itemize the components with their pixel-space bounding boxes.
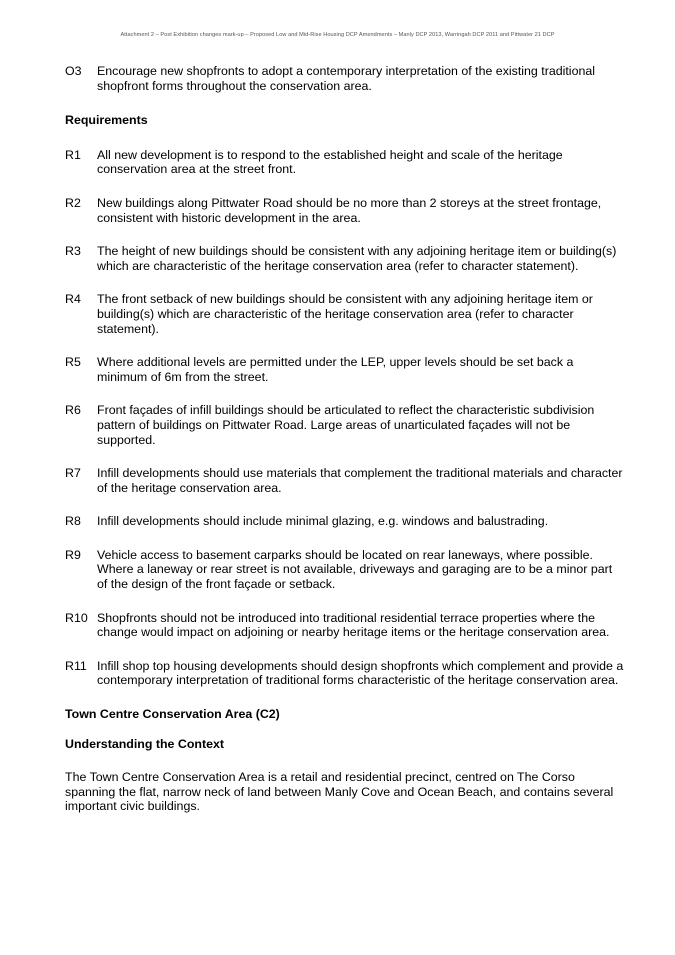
requirement-item (65, 355, 625, 384)
requirement-text: Infill developments should use materials that complement the traditional materials and character of the heritage conservation area. (97, 466, 623, 495)
requirement-code: R9 (65, 547, 81, 562)
requirement-text: Vehicle access to basement carparks should be located on rear laneways, where possible. Where a laneway or rear street is not available, driveways and garaging are to be a minor part of the design of the front façade or setback. (97, 547, 613, 592)
requirement-code: R4 (65, 292, 81, 307)
requirement-item (65, 403, 625, 447)
requirement-item (65, 514, 625, 529)
requirement-item (65, 196, 625, 225)
requirement-text: The front setback of new buildings should be consistent with any adjoining heritage item or building(s) which are characteristic of the heritage conservation area (refer to character statement). (97, 292, 593, 336)
subsection-heading: Understanding the Context (65, 736, 225, 751)
requirement-code: R11 (65, 658, 87, 673)
requirement-item (65, 244, 625, 273)
requirement-item (65, 292, 625, 336)
page-header: Attachment 2 – Post Exhibition changes mark-up – Proposed Low and Mid-Rise Housing DCP Amendments – Manly DCP 2013, Warringah DCP 2011 and Pittwater 21 DCP (120, 32, 555, 38)
objective-text: Encourage new shopfronts to adopt a contemporary interpretation of the existing traditional shopfront forms throughout the conservation area. (97, 64, 595, 93)
requirement-text: Infill developments should include minimal glazing, e.g. windows and balustrading. (97, 514, 549, 529)
context-paragraph: The Town Centre Conservation Area is a retail and residential precinct, centred on The Corso spanning the flat, narrow neck of land between Manly Cove and Ocean Beach, and contains several important civic buildings. (65, 770, 614, 814)
requirement-text: Infill shop top housing developments should design shopfronts which complement and provide a contemporary interpretation of traditional forms characteristic of the heritage conservation area. (97, 658, 624, 688)
requirements-heading: Requirements (65, 113, 148, 128)
requirement-item (65, 466, 625, 495)
requirement-text: Shopfronts should not be introduced into traditional residential terrace properties where the change would impact on adjoining or nearby heritage items or the heritage conservation area. (97, 610, 610, 640)
requirement-code: R2 (65, 195, 81, 210)
requirement-text: The height of new buildings should be consistent with any adjoining heritage item or building(s) which are characteristic of the heritage conservation area (refer to character statement). (97, 244, 617, 273)
requirement-item (65, 659, 625, 688)
requirement-code: R1 (65, 147, 81, 162)
requirement-text: New buildings along Pittwater Road should be no more than 2 storeys at the street frontage, consistent with historic development in the area. (97, 195, 602, 225)
requirement-item (65, 611, 625, 640)
requirement-text: All new development is to respond to the established height and scale of the heritage conservation area at the street front. (97, 147, 563, 177)
requirement-code: R8 (65, 514, 81, 529)
requirement-code: R10 (65, 610, 88, 625)
requirement-item (65, 148, 625, 177)
document-body (65, 64, 625, 814)
requirement-code: R6 (65, 403, 81, 418)
requirement-code: R3 (65, 244, 81, 259)
requirement-text: Where additional levels are permitted under the LEP, upper levels should be set back a minimum of 6m from the street. (97, 355, 574, 384)
objective-o3 (65, 64, 625, 93)
requirement-code: R7 (65, 466, 81, 481)
requirement-code: R5 (65, 355, 81, 370)
requirement-item (65, 548, 625, 592)
objective-code: O3 (65, 64, 82, 78)
section-heading: Town Centre Conservation Area (C2) (65, 707, 280, 722)
requirement-text: Front façades of infill buildings should be articulated to reflect the characteristic subdivision pattern of buildings on Pittwater Road. Large areas of unarticulated façades will not be supported. (97, 403, 595, 447)
